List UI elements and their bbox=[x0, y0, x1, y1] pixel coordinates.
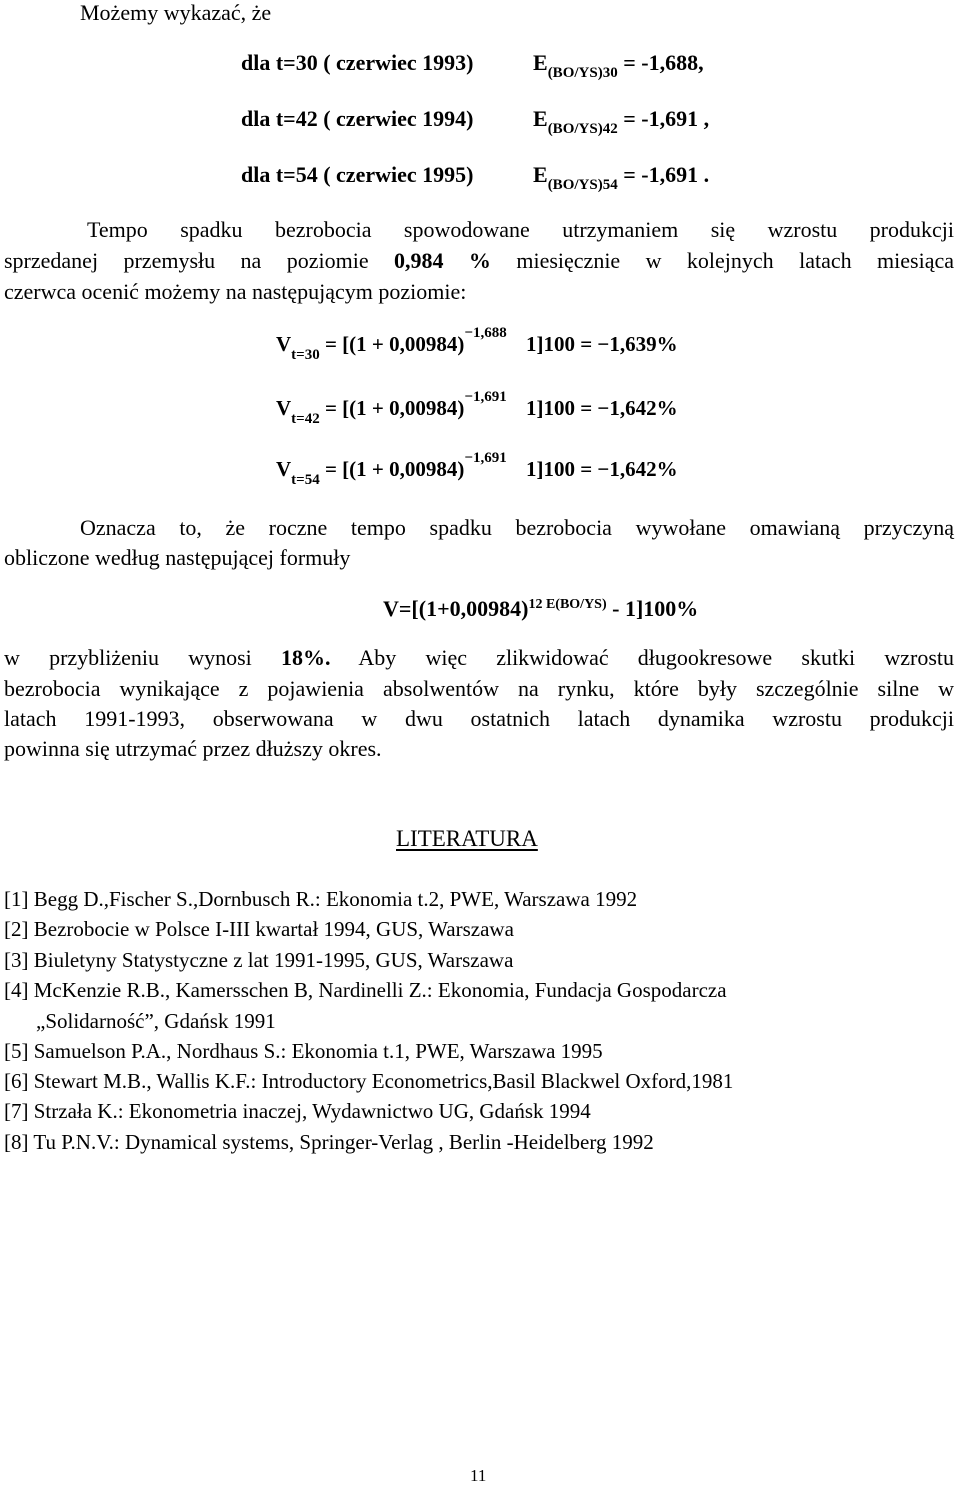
equation-v30: $V_{t=30} = [(1 + 0,00984)^{-1,688}$ 1]100 = −1,639% bbox=[276, 325, 678, 363]
elasticity-symbol: $E_{(BO/YS)42} = -1,691$ , bbox=[533, 106, 710, 137]
paragraph-line: sprzedanej przemysłu na poziomie 0,984 % miesięcznie w kolejnych latach miesiąca bbox=[4, 248, 954, 273]
annual-formula: $V=[(1+0,00984)^{12 E(BO/YS)} - 1]100\%$ bbox=[383, 596, 699, 621]
reference-item: [7] Strzała K.: Ekonometria inaczej, Wydawnictwo UG, Gdańsk 1994 bbox=[4, 1099, 591, 1123]
reference-item: [6] Stewart M.B., Wallis K.F.: Introductory Econometrics,Basil Blackwel Oxford,1981 bbox=[4, 1069, 734, 1093]
paragraph-line: powinna się utrzymać przez dłuższy okres. bbox=[4, 736, 382, 761]
equation-v54: $V_{t=54} = [(1 + 0,00984)^{-1,691}$ 1]100 = −1,642% bbox=[276, 450, 678, 488]
paragraph-line: bezrobocia wynikające z pojawienia absolwentów na rynku, które były szczególnie silne w bbox=[4, 676, 954, 701]
elasticity-label: dla t=30 ( czerwiec 1993) bbox=[241, 50, 474, 75]
paragraph-line: Tempo spadku bezrobocia spowodowane utrzymaniem się wzrostu produkcji bbox=[87, 217, 954, 242]
reference-item: [3] Biuletyny Statystyczne z lat 1991-1995, GUS, Warszawa bbox=[4, 948, 514, 972]
page-number: 11 bbox=[470, 1466, 487, 1485]
reference-item: [2] Bezrobocie w Polsce I-III kwartał 1994, GUS, Warszawa bbox=[4, 917, 514, 941]
equation-v42: $V_{t=42} = [(1 + 0,00984)^{-1,691}$ 1]100 = −1,642% bbox=[276, 389, 678, 427]
elasticity-line bbox=[241, 162, 710, 193]
intro-text: Możemy wykazać, że bbox=[80, 0, 272, 25]
paragraph-line: obliczone według następującej formuły bbox=[4, 545, 351, 570]
paragraph-line: czerwca ocenić możemy na następującym poziomie: bbox=[4, 279, 467, 304]
elasticity-label: dla t=42 ( czerwiec 1994) bbox=[241, 106, 474, 131]
reference-item: [8] Tu P.N.V.: Dynamical systems, Springer-Verlag , Berlin -Heidelberg 1992 bbox=[4, 1130, 654, 1154]
elasticity-symbol: $E_{(BO/YS)54} = -1,691$ . bbox=[533, 162, 710, 193]
elasticity-symbol: $E_{(BO/YS)30} = -1,688$, bbox=[533, 50, 704, 81]
reference-item: [1] Begg D.,Fischer S.,Dornbusch R.: Ekonomia t.2, PWE, Warszawa 1992 bbox=[4, 887, 638, 911]
paragraph-line: w przybliżeniu wynosi 18%. Aby więc zlikwidować długookresowe skutki wzrostu bbox=[4, 645, 955, 670]
paragraph-line: Oznacza to, że roczne tempo spadku bezrobocia wywołane omawianą przyczyną bbox=[80, 515, 954, 540]
literature-heading: LITERATURA bbox=[396, 826, 538, 851]
reference-item: [4] McKenzie R.B., Kamersschen B, Nardinelli Z.: Ekonomia, Fundacja Gospodarcza bbox=[4, 978, 727, 1002]
elasticity-line bbox=[241, 106, 710, 137]
paragraph-line: latach 1991-1993, obserwowana w dwu ostatnich latach dynamika wzrostu produkcji bbox=[4, 706, 954, 731]
elasticity-line bbox=[241, 50, 704, 81]
reference-item: [5] Samuelson P.A., Nordhaus S.: Ekonomia t.1, PWE, Warszawa 1995 bbox=[4, 1039, 603, 1063]
reference-item-continuation: „Solidarność”, Gdańsk 1991 bbox=[36, 1009, 276, 1033]
elasticity-label: dla t=54 ( czerwiec 1995) bbox=[241, 162, 474, 187]
